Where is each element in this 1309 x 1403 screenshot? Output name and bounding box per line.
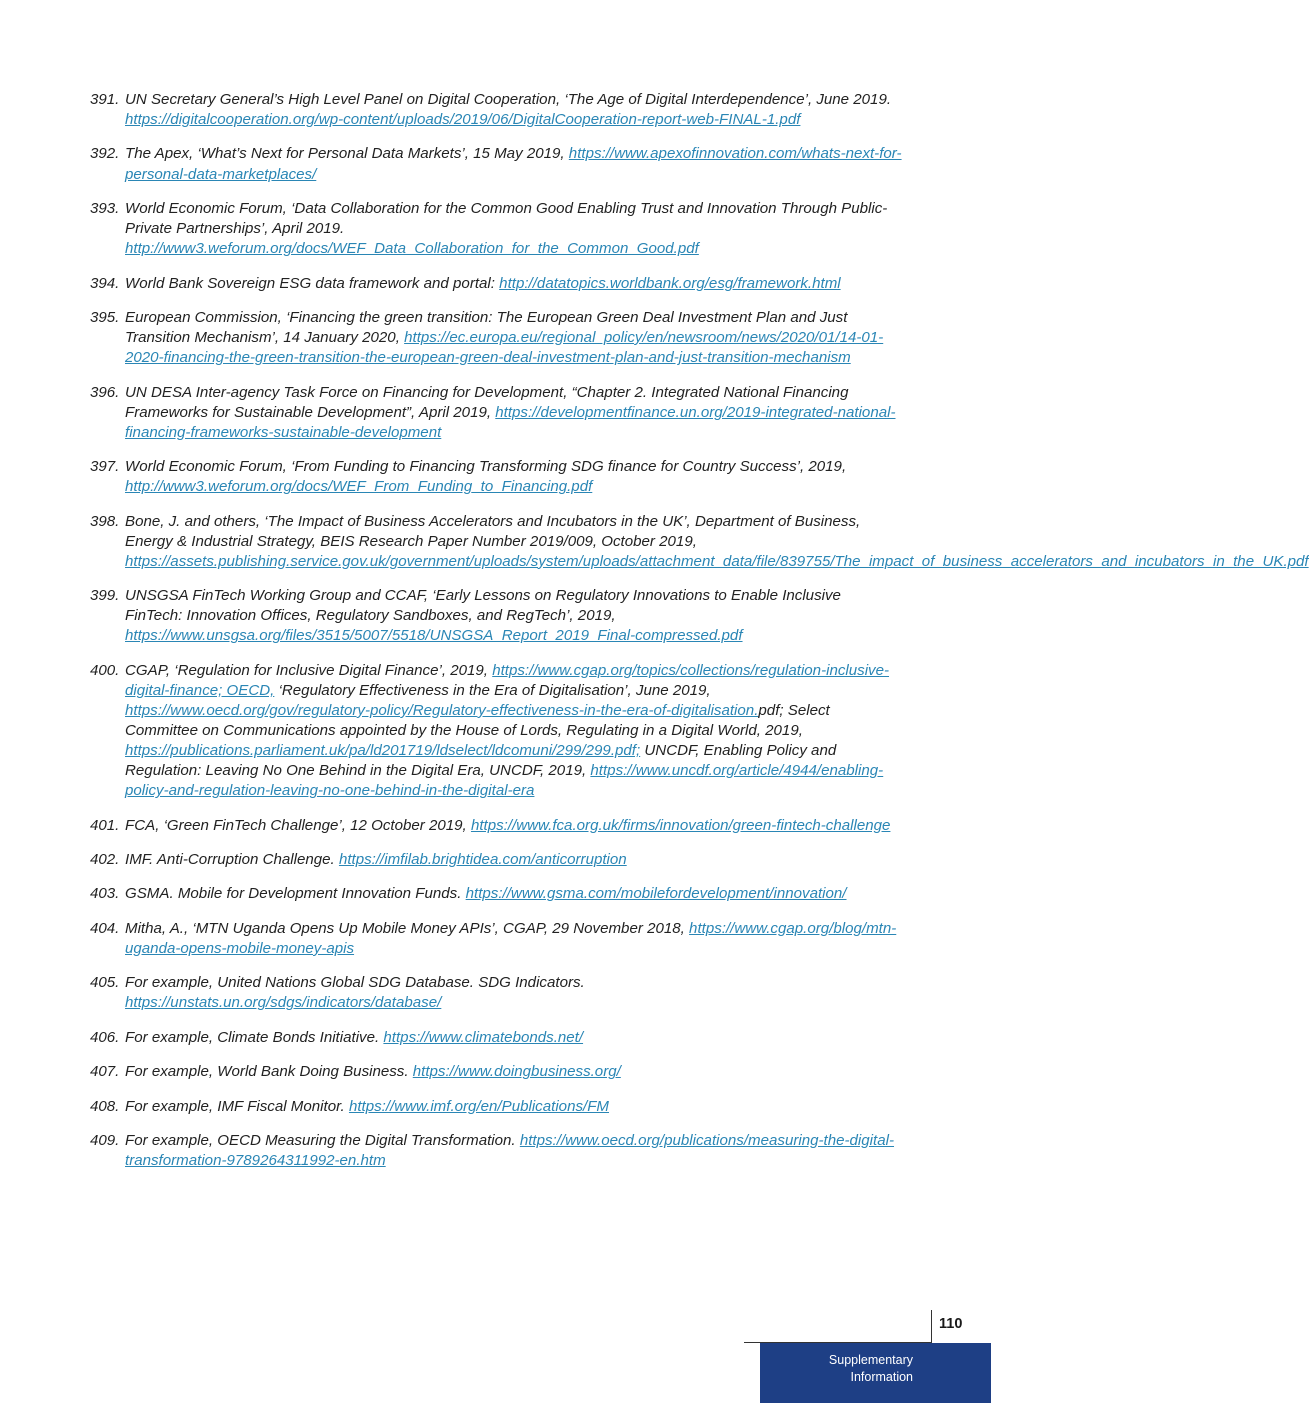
endnote-number: 409. bbox=[90, 1132, 120, 1149]
reference-text: UNSGSA FinTech Working Group and CCAF, ‘Early Lessons on Regulatory Innovations to Enable Inclusive FinTech: Innovation Offices, Regulatory Sandboxes, and RegTech’, 2019, bbox=[125, 587, 841, 625]
endnote-number: 398. bbox=[90, 512, 120, 530]
endnote-number: 397. bbox=[90, 458, 120, 476]
reference-link[interactable]: https://www.oecd.org/gov/regulatory-policy/Regulatory-effectiveness-in-the-era-of-digitalisation. bbox=[125, 701, 759, 719]
endnote-number: 399. bbox=[90, 587, 120, 605]
endnote-item bbox=[90, 661, 902, 802]
page-number: 110 bbox=[939, 1316, 963, 1332]
endnote-item bbox=[90, 973, 902, 1013]
reference-text: The Apex, ‘What’s Next for Personal Data Markets’, 15 May 2019, bbox=[125, 145, 569, 163]
endnote-number: 392. bbox=[90, 145, 120, 163]
reference-link[interactable]: https://www.apexofinnovation.com/whats-next-for-personal-data-marketplaces/ bbox=[125, 145, 902, 183]
endnote-number: 406. bbox=[90, 1028, 120, 1046]
reference-text: ‘Regulatory Effectiveness in the Era of Digitalisation’, June 2019, bbox=[274, 681, 711, 699]
reference-link[interactable]: http://www3.weforum.org/docs/WEF_From_Funding_to_Financing.pdf bbox=[125, 478, 593, 496]
reference-text: FCA, ‘Green FinTech Challenge’, 12 October 2019, bbox=[125, 816, 471, 834]
endnote-item bbox=[90, 274, 902, 294]
endnote-number: 391. bbox=[90, 91, 120, 108]
endnote-item bbox=[90, 1131, 902, 1171]
reference-text: UN Secretary General’s High Level Panel on Digital Cooperation, ‘The Age of Digital Interdependence’, June 2019. bbox=[125, 91, 892, 108]
reference-link[interactable]: http://www3.weforum.org/docs/WEF_Data_Collaboration_for_the_Common_Good.pdf bbox=[125, 240, 699, 258]
reference-link[interactable]: https://www.uncdf.org/article/4944/enabling-policy-and-regulation-leaving-no-one-behind-in-the-digital-era bbox=[125, 762, 884, 800]
endnote-number: 393. bbox=[90, 199, 120, 217]
reference-text: World Economic Forum, ‘From Funding to Financing Transforming SDG finance for Country Success’, 2019, bbox=[125, 458, 847, 476]
reference-text: IMF. Anti-Corruption Challenge. bbox=[125, 851, 339, 869]
reference-link[interactable]: https://www.doingbusiness.org/ bbox=[412, 1063, 621, 1081]
reference-text: European Commission, ‘Financing the green transition: The European Green Deal Investment Plan and Just Transition Mechanism’, 14 January 2020, bbox=[125, 308, 848, 347]
endnote-item bbox=[90, 816, 902, 836]
endnote-item bbox=[90, 199, 902, 259]
endnote-number: 404. bbox=[90, 919, 120, 937]
reference-text: For example, Climate Bonds Initiative. bbox=[125, 1028, 384, 1046]
reference-link[interactable]: https://www.oecd.org/publications/measuring-the-digital-transformation-9789264311992-en.htm bbox=[125, 1132, 895, 1170]
reference-text: UNCDF, Enabling Policy and Regulation: Leaving No One Behind in the Digital Era, UNCDF, 2019, bbox=[125, 742, 837, 780]
endnote-item bbox=[90, 1097, 902, 1117]
reference-text: CGAP, ‘Regulation for Inclusive Digital Finance’, 2019, bbox=[125, 661, 493, 679]
endnote-number: 401. bbox=[90, 816, 120, 834]
reference-text: For example, United Nations Global SDG Database. SDG Indicators. bbox=[125, 974, 585, 992]
endnote-number: 394. bbox=[90, 274, 120, 292]
endnote-number: 396. bbox=[90, 383, 120, 401]
reference-text: pdf; Select Committee on Communications appointed by the House of Lords, Regulating in a Digital World, 2019, bbox=[125, 701, 830, 740]
endnote-number: 400. bbox=[90, 661, 120, 679]
endnote-number: 395. bbox=[90, 308, 120, 326]
endnote-item bbox=[90, 884, 902, 904]
section-label-line-1: Supplementary bbox=[828, 1353, 913, 1367]
endnote-item bbox=[90, 586, 902, 646]
endnote-item bbox=[90, 457, 902, 497]
reference-link[interactable]: https://assets.publishing.service.gov.uk/government/uploads/system/uploads/attachment_data/file/839755/The_impact_of_business_accelerators_and_incubators_in_the_UK.pdf bbox=[125, 552, 1309, 570]
reference-text: World Bank Sovereign ESG data framework and portal: bbox=[125, 274, 500, 292]
endnote-number: 403. bbox=[90, 885, 120, 903]
reference-text: For example, IMF Fiscal Monitor. bbox=[125, 1097, 349, 1115]
endnotes-list bbox=[90, 90, 1309, 1185]
reference-text: UN DESA Inter-agency Task Force on Financing for Development, “Chapter 2. Integrated National Financing Frameworks for Sustainable Development”, April 2019, bbox=[125, 383, 849, 421]
reference-text: World Economic Forum, ‘Data Collaboration for the Common Good Enabling Trust and Innovation Through Public-Private Partnerships’, April 2019. bbox=[125, 199, 888, 238]
endnote-number: 405. bbox=[90, 974, 120, 992]
endnote-item bbox=[90, 308, 902, 368]
reference-link[interactable]: http://datatopics.worldbank.org/esg/framework.html bbox=[499, 274, 841, 292]
endnote-item bbox=[90, 383, 902, 443]
endnote-item bbox=[90, 512, 1309, 572]
reference-link[interactable]: https://digitalcooperation.org/wp-content/uploads/2019/06/DigitalCooperation-report-web-FINAL-1.pdf bbox=[125, 111, 801, 129]
endnote-item bbox=[90, 90, 902, 130]
reference-link[interactable]: https://www.cgap.org/blog/mtn-uganda-opens-mobile-money-apis bbox=[125, 919, 897, 957]
endnote-item bbox=[90, 919, 902, 959]
section-label-line-2: Information bbox=[850, 1369, 913, 1384]
endnote-item bbox=[90, 1062, 902, 1082]
endnote-number: 407. bbox=[90, 1063, 120, 1081]
endnote-number: 408. bbox=[90, 1097, 120, 1115]
reference-link[interactable]: https://www.imf.org/en/Publications/FM bbox=[348, 1097, 609, 1115]
section-label bbox=[829, 1352, 913, 1385]
reference-text: Mitha, A., ‘MTN Uganda Opens Up Mobile Money APIs’, CGAP, 29 November 2018, bbox=[125, 919, 690, 937]
reference-link[interactable]: https://www.climatebonds.net/ bbox=[383, 1028, 584, 1046]
reference-link[interactable]: https://publications.parliament.uk/pa/ld201719/ldselect/ldcomuni/299/299.pdf; bbox=[125, 742, 641, 760]
endnote-item bbox=[90, 144, 902, 184]
endnote-item bbox=[90, 1028, 902, 1048]
section-tab bbox=[760, 1343, 991, 1403]
reference-link[interactable]: https://unstats.un.org/sdgs/indicators/database/ bbox=[125, 994, 442, 1012]
reference-link[interactable]: https://www.cgap.org/topics/collections/regulation-inclusive-digital-finance; OECD, bbox=[125, 661, 890, 699]
reference-link[interactable]: https://ec.europa.eu/regional_policy/en/newsroom/news/2020/01/14-01-2020-financing-the-green-transition-the-european-green-deal-investment-plan-and-just-transition-mechanism bbox=[125, 329, 884, 367]
reference-link[interactable]: https://imfilab.brightidea.com/anticorruption bbox=[338, 851, 627, 869]
endnote-number: 402. bbox=[90, 851, 120, 869]
reference-link[interactable]: https://www.unsgsa.org/files/3515/5007/5518/UNSGSA_Report_2019_Final-compressed.pdf bbox=[125, 627, 743, 645]
reference-text: For example, World Bank Doing Business. bbox=[125, 1063, 413, 1081]
reference-text: GSMA. Mobile for Development Innovation Funds. bbox=[125, 885, 466, 903]
reference-link[interactable]: https://www.fca.org.uk/firms/innovation/green-fintech-challenge bbox=[470, 816, 891, 834]
reference-link[interactable]: https://www.gsma.com/mobilefordevelopment/innovation/ bbox=[465, 885, 847, 903]
endnote-item bbox=[90, 850, 902, 870]
reference-text: For example, OECD Measuring the Digital Transformation. bbox=[125, 1132, 520, 1149]
reference-text: Bone, J. and others, ‘The Impact of Business Accelerators and Incubators in the UK’, Department of Business, Energy & Industrial Strategy, BEIS Research Paper Number 2019/009, October 2019, bbox=[125, 512, 861, 550]
reference-link[interactable]: https://developmentfinance.un.org/2019-integrated-national-financing-frameworks-sustainable-development bbox=[125, 403, 896, 441]
